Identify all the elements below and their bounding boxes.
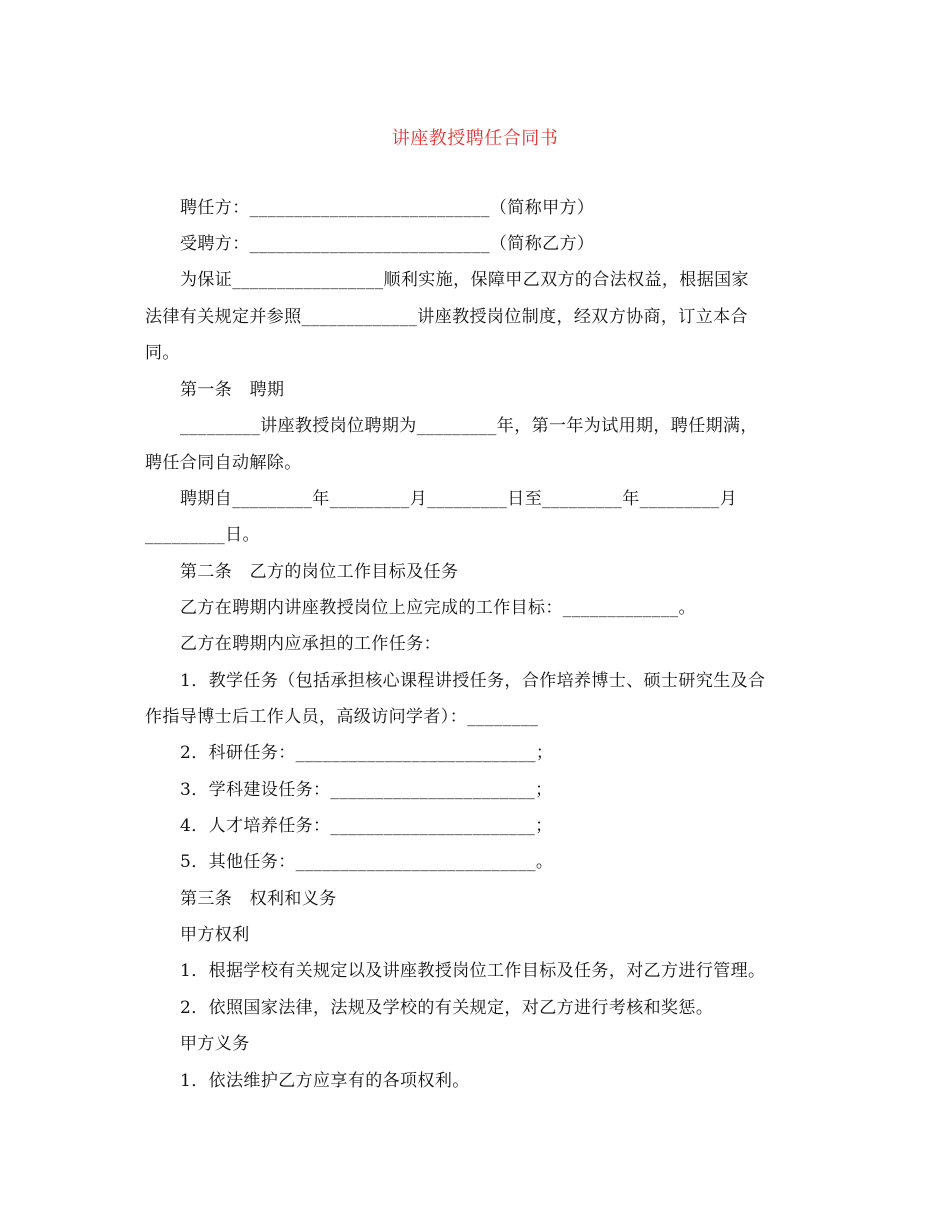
document-title: 讲座教授聘任合同书 [391,128,559,149]
other-task-line: 5．其他任务：___________________________。 [180,852,554,872]
work-goal-line: 乙方在聘期内讲座教授岗位上应完成的工作目标：_____________。 [180,598,696,618]
preamble-line-3: 同。 [145,343,180,363]
article-2-heading: 第二条 乙方的岗位工作目标及任务 [180,562,459,582]
article-1-heading: 第一条 聘期 [180,380,285,400]
preamble-line-1: 为保证_________________顺利实施，保障甲乙双方的合法权益，根据国家 [180,270,749,290]
party-a-right-1: 1．根据学校有关规定以及讲座教授岗位工作目标及任务，对乙方进行管理。 [180,961,766,981]
employer-line: 聘任方：___________________________（简称甲方） [180,198,595,218]
party-a-right-2: 2．依照国家法律，法规及学校的有关规定，对乙方进行考核和奖惩。 [180,998,714,1018]
article-1-line-2: 聘任合同自动解除。 [145,453,302,473]
term-period-line-2: _________日。 [145,525,260,545]
work-tasks-intro: 乙方在聘期内应承担的工作任务： [180,634,441,654]
research-task-line: 2．科研任务：___________________________； [180,743,554,763]
article-1-line-1: _________讲座教授岗位聘期为_________年，第一年为试用期，聘任期满， [180,416,758,436]
preamble-line-2: 法律有关规定并参照_____________讲座教授岗位制度，经双方协商，订立本合 [145,307,748,327]
talent-task-line: 4．人才培养任务：_______________________； [180,816,553,836]
party-a-duties-heading: 甲方义务 [180,1034,250,1054]
party-a-rights-heading: 甲方权利 [180,925,250,945]
discipline-task-line: 3．学科建设任务：_______________________； [180,780,553,800]
teaching-task-line-2: 作指导博士后工作人员，高级访问学者）：________ [145,707,539,727]
employee-line: 受聘方：___________________________（简称乙方） [180,234,595,254]
article-3-heading: 第三条 权利和义务 [180,889,337,909]
party-a-duty-1: 1．依法维护乙方应享有的各项权利。 [180,1071,470,1091]
teaching-task-line-1: 1．教学任务（包括承担核心课程讲授任务，合作培养博士、硕士研究生及合 [180,671,766,691]
term-period-line-1: 聘期自_________年_________月_________日至_________年_________月 [180,489,738,509]
